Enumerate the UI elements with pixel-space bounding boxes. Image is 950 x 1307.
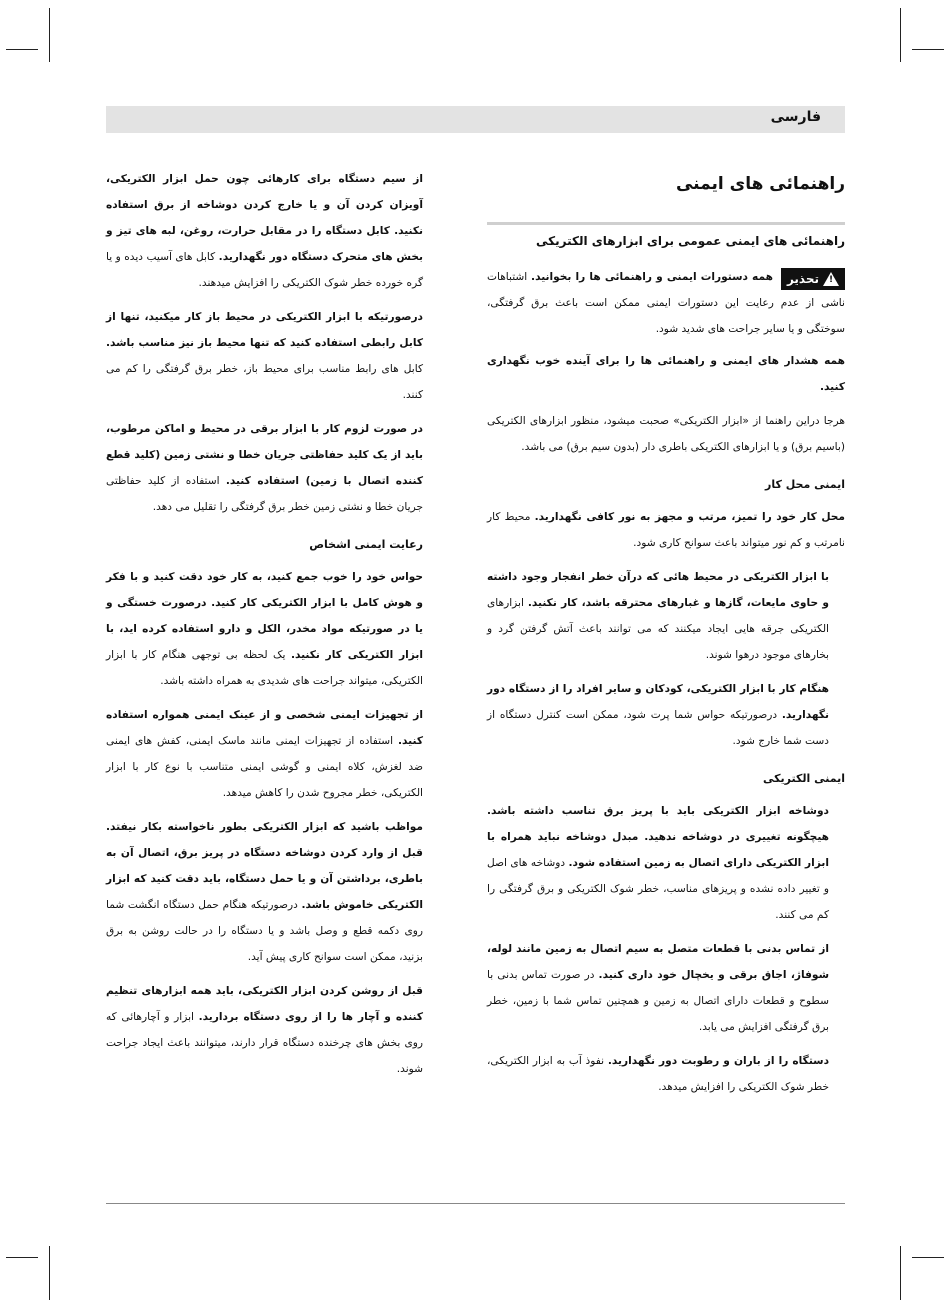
electrical-item-1 bbox=[487, 798, 829, 928]
work-area-item-1-bold: محل کار خود را تمیز، مرتب و مجهز به نور کافی نگهدارید. bbox=[534, 511, 845, 523]
personal-item-1 bbox=[106, 564, 423, 694]
personal-item-3-bold: مواظب باشید که ابزار الکتریکی بطور ناخواسته بکار نیفتد. قبل از وارد کردن دوشاخه دستگاه در پریز برق، اتصال آن به باطری، برداشتن آن و یا حمل دستگاه، باید دقت کنید که ابزار الکتریکی خاموش باشد. bbox=[106, 821, 423, 911]
electrical-item-2-text: در صورت تماس بدنی با سطوح و قطعات دارای اتصال به زمین و همچنین تماس شما با زمین، خطر برق گرفتگی افزایش می یابد. bbox=[487, 969, 829, 1033]
left-column bbox=[106, 166, 423, 1090]
warning-block bbox=[487, 264, 845, 342]
warning-bold-text: همه دستورات ایمنی و راهنمائی ها را بخوانید. bbox=[531, 271, 773, 283]
crop-mark-bottom-right-h bbox=[912, 1257, 944, 1258]
general-safety-title: راهنمائی های ایمنی عمومی برای ابزارهای الکتریکی bbox=[536, 234, 845, 248]
outdoor-cable-item bbox=[106, 304, 423, 408]
right-column bbox=[487, 228, 845, 1108]
work-area-title: ایمنی محل کار bbox=[765, 478, 845, 491]
definition-text: هرجا دراین راهنما از «ابزار الکتریکی» صحبت میشود، منظور ابزارهای الکتریکی (باسیم برق) و یا ابزارهای الکتریکی باطری دار (بدون سیم برق) می باشد. bbox=[487, 415, 845, 453]
personal-item-2-text: استفاده از تجهیزات ایمنی مانند ماسک ایمنی، کفش های ایمنی ضد لغزش، کلاه ایمنی و گوشی ایمنی متناسب با نوع کار با ابزار الکتریکی، خطر مجروح شدن را کاهش میدهد. bbox=[106, 735, 423, 799]
page-title: راهنمائی های ایمنی bbox=[675, 174, 845, 194]
rcd-item-bold: در صورت لزوم کار با ابزار برقی در محیط و اماکن مرطوب، باید از یک کلید حفاظتی جریان خطا و نشتی زمین (کلید قطع کننده اتصال با زمین) استفاده کنید. bbox=[106, 423, 423, 487]
electrical-item-2-bold: از تماس بدنی با قطعات متصل به سیم اتصال به زمین مانند لوله، شوفاژ، اجاق برقی و یخچال خود داری کنید. bbox=[487, 943, 829, 981]
warning-triangle-icon: ! bbox=[823, 272, 839, 286]
crop-mark-top-left-v bbox=[49, 8, 50, 62]
work-area-item-2 bbox=[487, 564, 829, 668]
work-area-item-3-text: درصورتیکه حواس شما پرت شود، ممکن است کنترل دستگاه از دست شما خارج شود. bbox=[487, 709, 829, 747]
work-area-item-2-bold: با ابزار الکتریکی در محیط هائی که درآن خطر انفجار وجود داشته و حاوی مایعات، گازها و غبارهای محترقه باشد، کار نکنید. bbox=[487, 571, 829, 609]
outdoor-cable-item-bold: درصورتیکه با ابزار الکتریکی در محیط باز کار میکنید، تنها از کابل رابطی استفاده کنید که تنها محیط باز نیز مناسب باشد. bbox=[106, 311, 423, 349]
crop-mark-top-right-v bbox=[900, 8, 901, 62]
language-title: فارسی bbox=[770, 109, 821, 125]
outdoor-cable-item-text: کابل های رابط مناسب برای محیط باز، خطر برق گرفتگی را کم می کنند. bbox=[106, 363, 423, 401]
cord-item-bold: از سیم دستگاه برای کارهائی چون حمل ابزار الکتریکی، آویزان کردن آن و یا خارج کردن دوشاخه از برق استفاده نکنید. کابل دستگاه را در مقابل حرارت، روغن، لبه های تیز و بخش های متحرک دستگاه دور نگهدارید. bbox=[106, 173, 423, 263]
work-area-item-1 bbox=[487, 504, 845, 556]
warning-text: اشتباهات ناشی از عدم رعایت این دستورات ایمنی ممکن است باعث برق گرفتگی، سوختگی و یا سایر جراحت های شدید شود. bbox=[487, 271, 845, 335]
keep-instructions-text: همه هشدار های ایمنی و راهنمائی ها را برای آینده خوب نگهداری کنید. bbox=[487, 355, 845, 393]
personal-item-2-bold: از تجهیزات ایمنی شخصی و از عینک ایمنی همواره استفاده کنید. bbox=[106, 709, 423, 747]
electrical-item-3-bold: دستگاه را از باران و رطوبت دور نگهدارید. bbox=[607, 1055, 830, 1067]
crop-mark-bottom-left-v bbox=[49, 1246, 50, 1300]
language-header-bar bbox=[106, 106, 845, 133]
personal-item-1-bold: حواس خود را خوب جمع کنید، به کار خود دقت کنید و با فکر و هوش کامل با ابزار الکتریکی کار کنید. درصورت خستگی و یا در صورتیکه مواد مخدر، الکل و دارو استفاده کرده اید، با ابزار الکتریکی کار نکنید. bbox=[106, 571, 423, 661]
personal-item-3-text: درصورتیکه هنگام حمل دستگاه انگشت شما روی دکمه قطع و وصل باشد و یا دستگاه را در حالت روشن به برق بزنید، ممکن است سوانح کاری پیش آید. bbox=[106, 899, 423, 963]
personal-item-3 bbox=[106, 814, 423, 970]
warning-badge bbox=[781, 268, 845, 290]
footer-divider bbox=[106, 1203, 845, 1204]
electrical-item-3 bbox=[487, 1048, 829, 1100]
warning-label: تحذیر bbox=[786, 272, 819, 286]
title-divider bbox=[487, 222, 845, 225]
crop-mark-bottom-left-h bbox=[6, 1257, 38, 1258]
work-area-item-3-bold: هنگام کار با ابزار الکتریکی، کودکان و سایر افراد را از دستگاه دور نگهدارید. bbox=[487, 683, 830, 721]
crop-mark-top-right-h bbox=[912, 49, 944, 50]
electrical-item-1-bold: دوشاخه ابزار الکتریکی باید با پریز برق تناسب داشته باشد. هیچگونه تغییری در دوشاخه ندهید. مبدل دوشاخه نباید همراه با ابزار الکتریکی دارای اتصال به زمین استفاده شود. bbox=[487, 805, 829, 869]
crop-mark-top-left-h bbox=[6, 49, 38, 50]
cord-item-text: کابل های آسیب دیده و یا گره خورده خطر شوک الکتریکی را افزایش میدهند. bbox=[106, 251, 423, 289]
personal-item-4-text: ابزار و آچارهائی که روی بخش های چرخنده دستگاه قرار دارند، میتوانند باعث ایجاد جراحت شوند. bbox=[106, 1011, 423, 1075]
work-area-item-1-text: محیط کار نامرتب و کم نور میتواند باعث سوانح کاری شود. bbox=[487, 511, 845, 549]
electrical-item-3-text: نفوذ آب به ابزار الکتریکی، خطر شوک الکتریکی را افزایش میدهد. bbox=[487, 1055, 829, 1093]
personal-safety-title: رعایت ایمنی اشخاص bbox=[309, 538, 423, 551]
work-area-item-2-text: ابزارهای الکتریکی جرقه هایی ایجاد میکنند که می توانند باعث آتش گرفتن گرد و بخارهای موجود درهوا شوند. bbox=[487, 597, 829, 661]
rcd-item bbox=[106, 416, 423, 520]
rcd-item-text: استفاده از کلید حفاظتی جریان خطا و نشتی زمین خطر برق گرفتگی را تقلیل می دهد. bbox=[106, 475, 423, 513]
cord-item bbox=[106, 166, 423, 296]
personal-item-2 bbox=[106, 702, 423, 806]
work-area-item-3 bbox=[487, 676, 829, 754]
personal-item-1-text: یک لحظه بی توجهی هنگام کار با ابزار الکتریکی، میتواند جراحت های شدیدی به همراه داشته باشد. bbox=[106, 649, 423, 687]
personal-item-4 bbox=[106, 978, 423, 1082]
electrical-safety-title: ایمنی الکتریکی bbox=[762, 772, 845, 785]
personal-item-4-bold: قبل از روشن کردن ابزار الکتریکی، باید همه ابزارهای تنظیم کننده و آچار ها را از روی دستگاه بردارید. bbox=[106, 985, 423, 1023]
crop-mark-bottom-right-v bbox=[900, 1246, 901, 1300]
electrical-item-2 bbox=[487, 936, 829, 1040]
electrical-item-1-text: دوشاخه های اصل و تغییر داده نشده و پریزهای مناسب، خطر شوک الکتریکی و برق گرفتگی را کم می کنند. bbox=[487, 857, 829, 921]
